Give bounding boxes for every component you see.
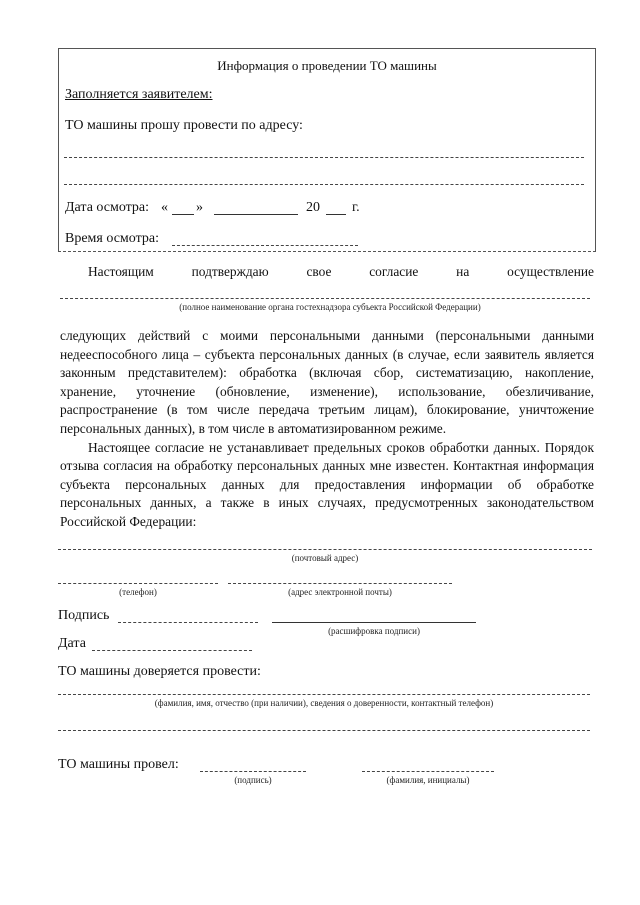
consent-word-3: свое	[306, 264, 332, 279]
inspection-date-label: Дата осмотра:	[65, 200, 150, 215]
consent-first-line	[88, 264, 594, 280]
year-suffix: г.	[352, 200, 360, 215]
performed-name-field[interactable]	[362, 771, 494, 772]
trust-line-1[interactable]	[58, 694, 590, 695]
org-name-caption: (полное наименование органа гостехнадзора субъекта Российской Федерации)	[179, 302, 481, 312]
applicant-info-frame	[58, 48, 596, 252]
signature-decode-caption: (расшифровка подписи)	[328, 626, 420, 636]
trust-caption: (фамилия, имя, отчество (при наличии), сведения о доверенности, контактный телефон)	[154, 698, 494, 708]
consent-word-4: согласие	[369, 264, 419, 279]
consent-body	[60, 327, 594, 532]
performed-signature-field[interactable]	[200, 771, 306, 772]
date-close-quote: »	[196, 200, 203, 215]
signature-date-label: Дата	[58, 636, 86, 651]
postal-address-line[interactable]	[58, 549, 592, 550]
box-title: Информация о проведении ТО машины	[217, 58, 437, 73]
email-caption: (адрес электронной почты)	[288, 587, 392, 597]
consent-paragraph-1: следующих действий с моими персональными данными (персональными данными недееспособного лица – субъекта персональных данных (в случае, если заявитель является законным представителем): обработка (включая сбор, систематизацию, накопление, хранение, уточнение (обновление, изменение), использование, обезличивание, распространение (в том числе передача третьим лицам), блокирование, уничтожение персональных данных), в том числе в автоматизированном режиме.	[60, 328, 594, 436]
address-line-1[interactable]	[64, 157, 584, 158]
address-prompt: ТО машины прошу провести по адресу:	[65, 118, 303, 133]
inspection-year-field[interactable]	[326, 214, 346, 215]
postal-address-caption: (почтовый адрес)	[291, 553, 359, 563]
signature-date-field[interactable]	[92, 650, 252, 651]
signature-field[interactable]	[118, 622, 258, 623]
date-open-quote: «	[161, 200, 168, 215]
frame-bottom-border	[58, 251, 596, 252]
inspection-time-field[interactable]	[172, 245, 358, 246]
consent-word-6: осуществление	[507, 264, 594, 279]
inspection-day-field[interactable]	[172, 214, 194, 215]
signature-decode-field[interactable]	[272, 622, 476, 623]
inspection-month-field[interactable]	[214, 214, 298, 215]
phone-caption: (телефон)	[119, 587, 157, 597]
consent-word-5: на	[456, 264, 470, 279]
org-name-line[interactable]	[60, 298, 590, 299]
year-prefix: 20	[306, 200, 320, 215]
consent-word-1: Настоящим	[88, 264, 154, 279]
trust-line-2[interactable]	[58, 730, 590, 731]
inspection-time-label: Время осмотра:	[65, 231, 159, 246]
phone-line[interactable]	[58, 583, 218, 584]
email-line[interactable]	[228, 583, 452, 584]
filled-by-label: Заполняется заявителем:	[65, 87, 213, 102]
performed-name-caption: (фамилия, инициалы)	[386, 775, 470, 785]
address-line-2[interactable]	[64, 184, 584, 185]
performed-label: ТО машины провел:	[58, 757, 179, 772]
signature-label: Подпись	[58, 608, 110, 623]
performed-signature-caption: (подпись)	[234, 775, 272, 785]
trust-label: ТО машины доверяется провести:	[58, 664, 261, 679]
consent-word-2: подтверждаю	[191, 264, 269, 279]
consent-paragraph-2: Настоящее согласие не устанавливает предельных сроков обработки данных. Порядок отзыва согласия на обработку персональных данных мне известен. Контактная информация субъекта персональных данных для предоставления информации об обработке персональных данных, а также в иных случаях, предусмотренных законодательством Российской Федерации:	[60, 439, 594, 529]
